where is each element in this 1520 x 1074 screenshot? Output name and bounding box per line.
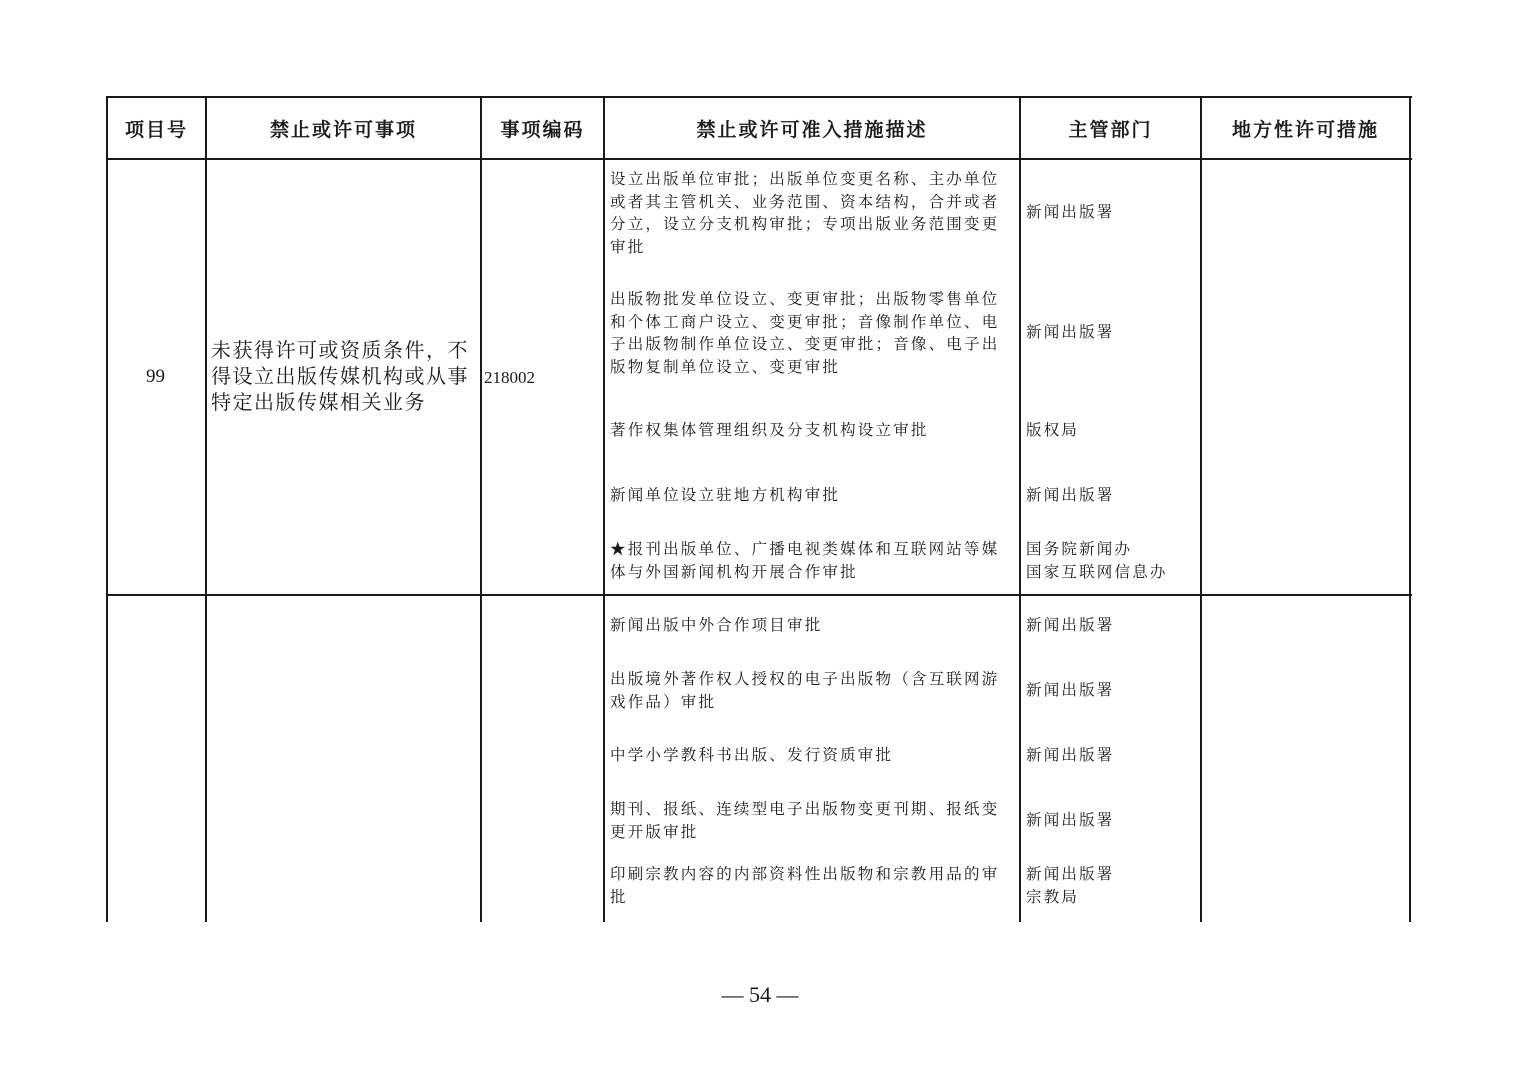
department: 新闻出版署 bbox=[1026, 812, 1115, 829]
col-border-5 bbox=[1200, 96, 1202, 922]
department: 新闻出版署 bbox=[1026, 682, 1115, 699]
header-local-measures: 地方性许可措施 bbox=[1231, 118, 1379, 141]
measure-description: 著作权集体管理组织及分支机构设立审批 bbox=[610, 422, 929, 439]
department: 新闻出版署 宗教局 bbox=[1026, 866, 1115, 906]
header-measure-description: 禁止或许可准入措施描述 bbox=[696, 118, 928, 141]
measure-description: 中学小学教科书出版、发行资质审批 bbox=[610, 747, 894, 764]
measure-description: 新闻单位设立驻地方机构审批 bbox=[610, 487, 841, 504]
department: 新闻出版署 bbox=[1026, 617, 1115, 634]
department: 新闻出版署 bbox=[1026, 487, 1115, 504]
project-number: 99 bbox=[146, 366, 165, 387]
measure-description: 新闻出版中外合作项目审批 bbox=[610, 617, 823, 634]
department: 新闻出版署 bbox=[1026, 324, 1115, 341]
department: 新闻出版署 bbox=[1026, 747, 1115, 764]
measure-description: ★报刊出版单位、广播电视类媒体和互联网站等媒 体与外国新闻机构开展合作审批 bbox=[610, 541, 1000, 581]
measure-description: 出版境外著作权人授权的电子出版物（含互联网游 戏作品）审批 bbox=[610, 671, 1000, 711]
col-border-3 bbox=[603, 96, 605, 922]
item-text: 未获得许可或资质条件，不 得设立出版传媒机构或从事 特定出版传媒相关业务 bbox=[211, 340, 469, 414]
header-bottom-border bbox=[106, 158, 1412, 160]
item-code: 218002 bbox=[484, 368, 535, 387]
col-border-left bbox=[106, 96, 108, 922]
col-border-right bbox=[1409, 96, 1411, 922]
department: 国务院新闻办 国家互联网信息办 bbox=[1026, 541, 1168, 581]
header-project-no: 项目号 bbox=[124, 118, 188, 141]
measure-description: 出版物批发单位设立、变更审批；出版物零售单位 和个体工商户设立、变更审批；音像制作单位、电 子出版物制作单位设立、变更审批；音像、电子出 版物复制单位设立、变更审批 bbox=[610, 291, 1000, 376]
page-number: — 54 — bbox=[721, 982, 799, 1007]
department: 新闻出版署 bbox=[1026, 204, 1115, 221]
header-item: 禁止或许可事项 bbox=[269, 118, 417, 141]
measure-description: 设立出版单位审批；出版单位变更名称、主办单位 或者其主管机关、业务范围、资本结构，合并或者 分立，设立分支机构审批；专项出版业务范围变更 审批 bbox=[610, 171, 1000, 256]
header-department: 主管部门 bbox=[1068, 118, 1153, 141]
row-divider bbox=[106, 594, 1412, 596]
col-border-4 bbox=[1019, 96, 1021, 922]
department: 版权局 bbox=[1026, 422, 1080, 439]
measure-description: 期刊、报纸、连续型电子出版物变更刊期、报纸变 更开版审批 bbox=[610, 801, 1000, 841]
col-border-1 bbox=[205, 96, 207, 922]
header-code: 事项编码 bbox=[500, 118, 585, 141]
measure-description: 印刷宗教内容的内部资料性出版物和宗教用品的审 批 bbox=[610, 866, 1000, 906]
col-border-2 bbox=[480, 96, 482, 922]
